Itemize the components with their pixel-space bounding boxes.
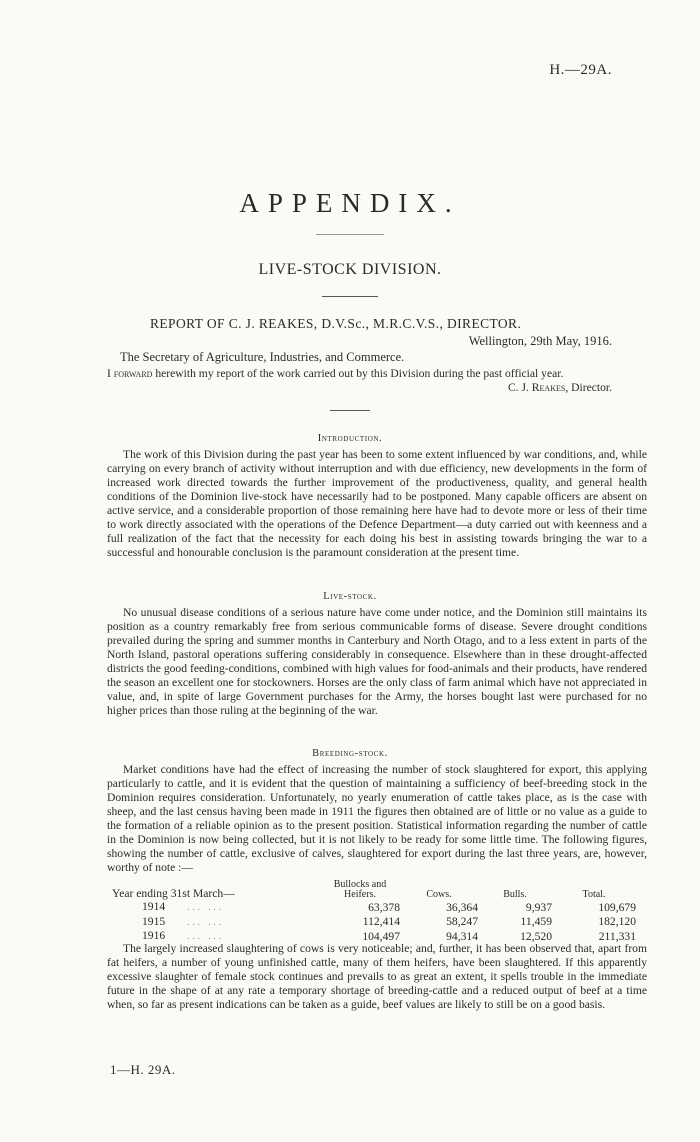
paragraph: The largely increased slaughtering of cows is very noticeable; and, further, it has been observed that, apart from fat heifers, a number of young unfinished cattle, many of them heifers, have been slaughtered. If this apparently excessive slaughter of female stock continues and prevails to as great an extent, it spells trouble in the immediate future in the shape of at any rate a temporary shortage of breeding-cattle and a reduced output of beef at a time when, so far as present indications can be taken as a guide, beef values are likely to still be on a good basis. [107, 942, 647, 1011]
cattle-slaughter-table [112, 880, 636, 944]
signature [508, 381, 612, 394]
table-row [112, 900, 636, 915]
table-cell-year: 1914 [142, 900, 166, 913]
table-cell: 9,937 [525, 900, 552, 914]
paragraph: Market conditions have had the effect of increasing the number of stock slaughtered for export, this applying particularly to cattle, and it is evident that the question of maintaining a sufficiency of beef-breeding stock in the Dominion requires consideration. Unfortunately, no yearly enumeration of cattle takes place, as is the case with sheep, and the last census having been made in 1911 the figures then obtained are of little or no value as a guide to the formation of a reliable opinion as to the present position. Statistical information regarding the number of cattle in the Dominion is now being collected, but it is not likely to be ready for some little time. The following figures, showing the number of cattle, exclusive of calves, slaughtered for export during the last three years, are, however, worthy of note :— [107, 763, 647, 874]
paragraph: No unusual disease conditions of a serious nature have come under notice, and the Dominion still maintains its position as a country remarkably free from serious communicable forms of disease. Severe drought conditions prevailed during the spring and summer months in Canterbury and North Otago, and to a less extent in parts of the North Island, pastoral operations suffering considerably in consequence. Elsewhere than in these drought-affected districts the good feeding-conditions, combined with high values for food-animals and their products, have rendered the season an excellent one for stockowners. Horses are the only class of farm animal which have not appreciated in value, and, in spite of large Government purchases for the Army, the horses bought last were purchased for no higher prices than those ruling at the beginning of the war. [107, 606, 647, 717]
table-cell-year: 1915 [142, 914, 166, 928]
section-body-introduction [107, 448, 647, 560]
table-cell: 12,520 [520, 929, 552, 943]
division-title: LIVE-STOCK DIVISION. [258, 261, 442, 278]
closing-paragraph-block [107, 942, 647, 1012]
signature-name: C. J. Reakes [507, 381, 566, 394]
section-body-breeding-stock [107, 763, 647, 875]
forward-text: herewith my report of the work carried out by this Division during the past official year. [152, 367, 564, 380]
signature-title: , Director. [565, 381, 612, 394]
section-heading-breeding-stock: Breeding-stock. [312, 748, 388, 759]
table-header: Bulls. [503, 889, 527, 900]
section-body-live-stock [107, 606, 647, 718]
title-rule [316, 234, 384, 235]
section-heading-live-stock: Live-stock. [323, 591, 377, 602]
leader-dots: ... ... [187, 902, 224, 912]
table-header-row [112, 880, 636, 900]
table-row [112, 915, 636, 930]
document-reference: H.—29A. [549, 62, 612, 78]
leader-dots: ... ... [187, 931, 224, 941]
appendix-title: APPENDIX. [239, 188, 461, 218]
table-header: Total. [582, 889, 606, 900]
paragraph: The work of this Division during the past year has been to some extent influenced by war conditions, and, while carrying on every branch of activity without interruption and with due efficiency, new developments in the form of increased work directed towards the further improvement of the productiveness, quality, and general health conditions of the Dominion live-stock have necessarily had to be postponed. Many capable officers are absent on active service, and a considerable proportion of those remaining here have had to devote more or less of their time to work directly associated with the operations of the Defence Department—a duty carried out with keenness and a full realization of the fact that the necessity for each doing his best in assisting towards bringing the war to a successful and honourable conclusion is the paramount consideration at the present time. [107, 448, 647, 559]
page-footer: 1—H. 29A. [110, 1062, 176, 1077]
addressee: The Secretary of Agriculture, Industries, and Commerce. [120, 350, 405, 364]
table-cell-year: 1916 [142, 929, 166, 942]
table-cell: 109,679 [598, 900, 636, 914]
table-cell: 211,331 [598, 929, 636, 943]
report-title: REPORT OF C. J. REAKES, D.V.Sc., M.R.C.V.S., DIRECTOR. [150, 316, 522, 331]
report-date: Wellington, 29th May, 1916. [468, 334, 612, 348]
division-rule [322, 296, 378, 297]
table-cell: 112,414 [362, 915, 400, 928]
table-cell: 58,247 [446, 915, 478, 928]
section-heading-introduction: Introduction. [317, 433, 383, 444]
table-cell: 94,314 [446, 929, 478, 943]
table-header: Year ending 31st March— [112, 887, 235, 900]
table-cell: 182,120 [598, 915, 636, 928]
table-cell: 63,378 [368, 900, 400, 914]
table-header: Cows. [426, 889, 452, 900]
table-cell: 11,459 [520, 915, 552, 928]
table-header: Bullocks and Heifers. [333, 879, 387, 900]
section-rule [330, 410, 370, 411]
table-cell: 104,497 [362, 929, 400, 943]
forwarding-note [107, 367, 647, 381]
table-cell: 36,364 [446, 900, 478, 914]
forward-lead: I forward [107, 367, 153, 380]
leader-dots: ... ... [187, 916, 224, 927]
